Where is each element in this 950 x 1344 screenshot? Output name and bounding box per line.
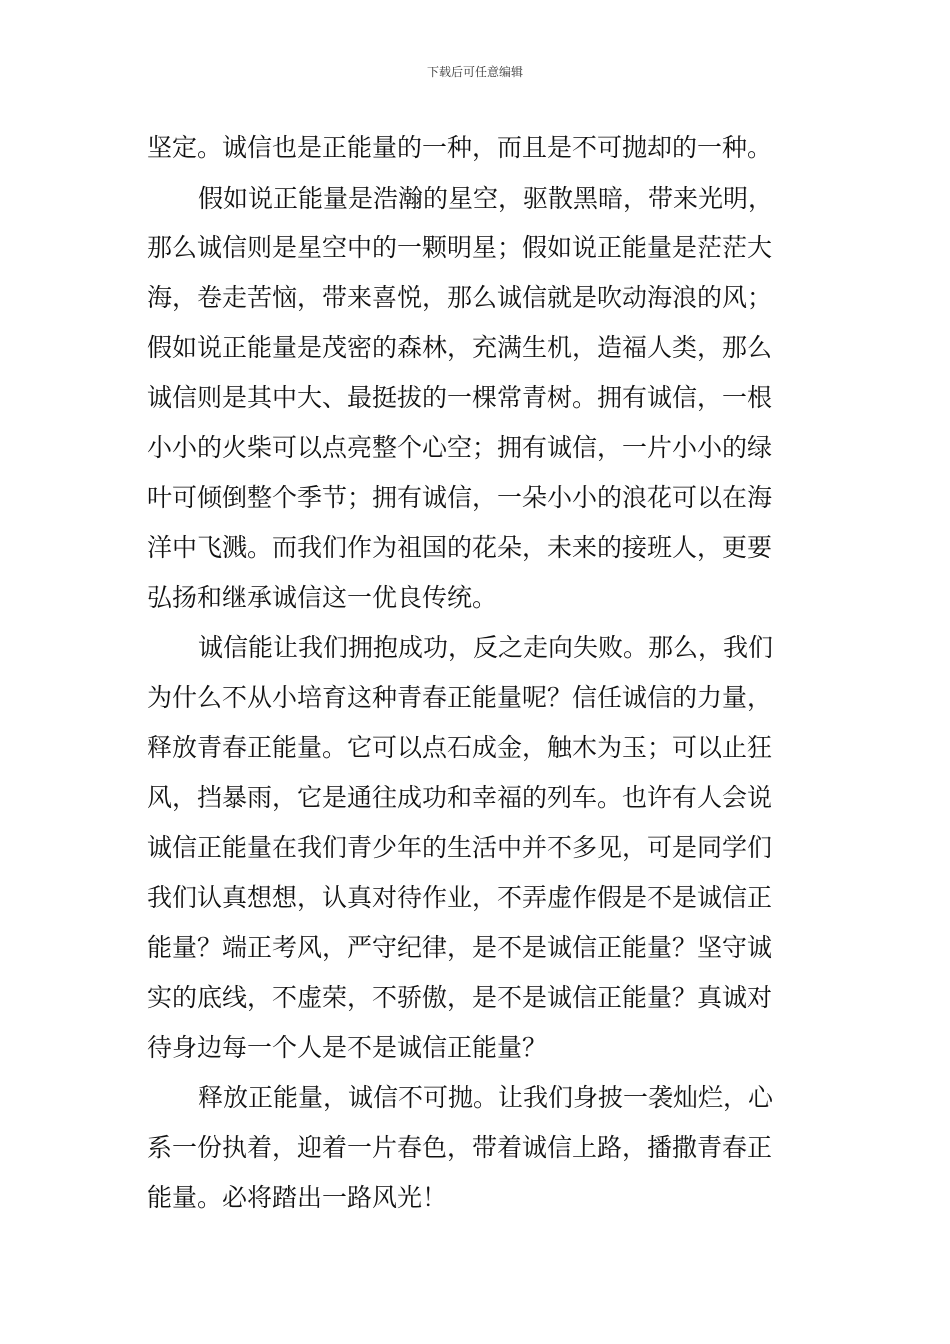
- text-line: 诚信则是其中大、最挺拔的一棵常青树。拥有诚信，一根: [147, 383, 773, 412]
- text-line: 实的底线，不虚荣，不骄傲，是不是诚信正能量？真诚对: [147, 983, 773, 1012]
- page-header: 下载后可任意编辑: [426, 65, 523, 79]
- text-line: 我们认真想想，认真对待作业，不弄虚作假是不是诚信正: [147, 883, 773, 912]
- text-line: 海，卷走苦恼，带来喜悦，那么诚信就是吹动海浪的风；: [147, 283, 773, 312]
- paragraph-first-line: 释放正能量，诚信不可抛。让我们身披一袭灿烂，心: [198, 1083, 774, 1112]
- text-line: 小小的火柴可以点亮整个心空；拥有诚信，一片小小的绿: [147, 433, 773, 462]
- text-line: 释放青春正能量。它可以点石成金，触木为玉；可以止狂: [147, 733, 773, 762]
- text-line: 风，挡暴雨，它是通往成功和幸福的列车。也许有人会说: [147, 783, 773, 812]
- text-line: 洋中飞溅。而我们作为祖国的花朵，未来的接班人，更要: [147, 533, 773, 562]
- text-line: 待身边每一个人是不是诚信正能量？: [147, 1033, 548, 1062]
- text-line: 诚信正能量在我们青少年的生活中并不多见，可是同学们: [147, 833, 773, 862]
- text-line: 假如说正能量是茂密的森林，充满生机，造福人类，那么: [147, 333, 773, 362]
- text-line: 弘扬和继承诚信这一优良传统。: [147, 583, 498, 612]
- text-line: 坚定。诚信也是正能量的一种，而且是不可抛却的一种。: [147, 133, 773, 162]
- text-line: 能量。必将踏出一路风光！: [147, 1183, 448, 1212]
- text-line: 叶可倾倒整个季节；拥有诚信，一朵小小的浪花可以在海: [147, 483, 773, 512]
- text-line: 为什么不从小培育这种青春正能量呢？信任诚信的力量，: [147, 683, 773, 712]
- text-line: 那么诚信则是星空中的一颗明星；假如说正能量是茫茫大: [147, 233, 773, 262]
- text-line: 系一份执着，迎着一片春色，带着诚信上路，播撒青春正: [147, 1133, 773, 1162]
- paragraph-first-line: 诚信能让我们拥抱成功，反之走向失败。那么，我们: [198, 633, 774, 662]
- text-line: 能量？端正考风，严守纪律，是不是诚信正能量？坚守诚: [147, 933, 773, 962]
- paragraph-first-line: 假如说正能量是浩瀚的星空，驱散黑暗，带来光明，: [198, 184, 774, 213]
